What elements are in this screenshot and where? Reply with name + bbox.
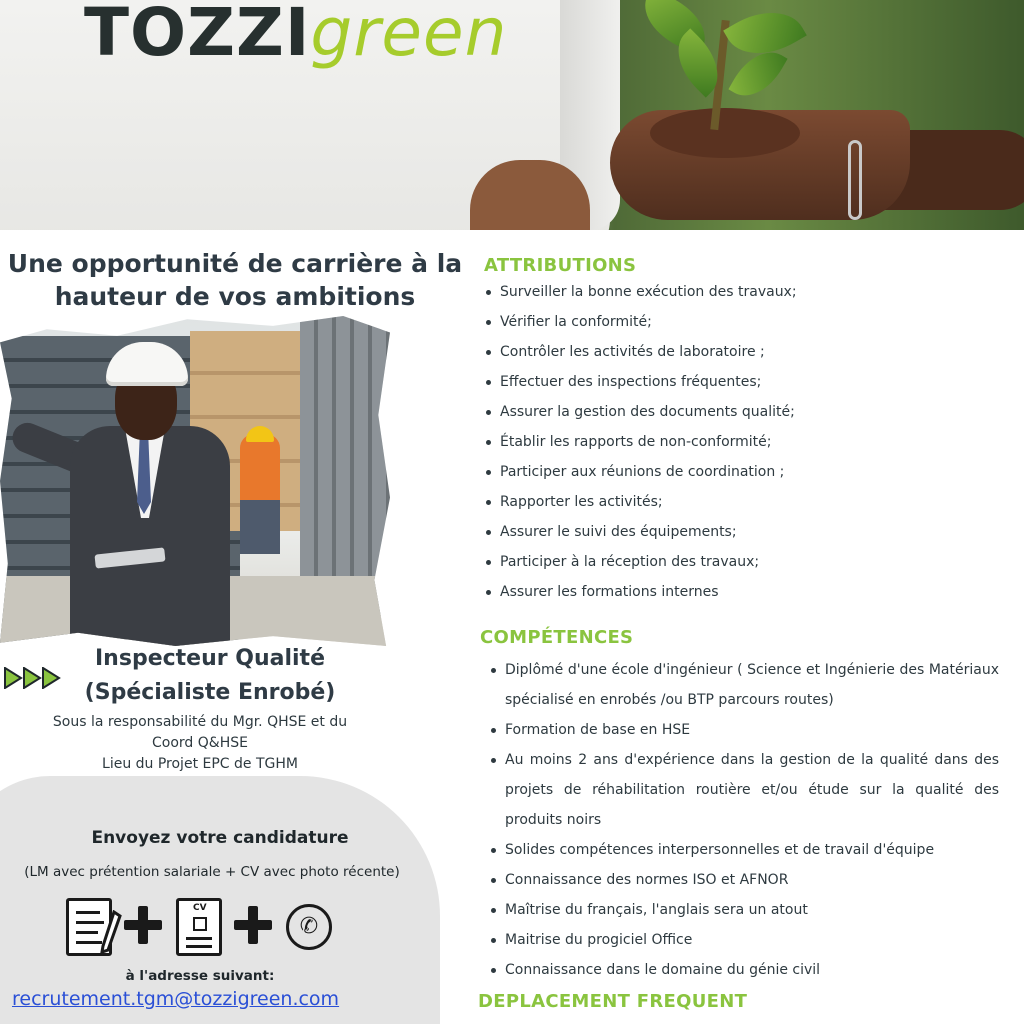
list-item: Assurer la gestion des documents qualité; xyxy=(484,399,1004,429)
list-item: Effectuer des inspections fréquentes; xyxy=(484,369,1004,399)
list-item: Assurer le suivi des équipements; xyxy=(484,519,1004,549)
attributions-title: ATTRIBUTIONS xyxy=(484,255,637,276)
job-title-line1: Inspecteur Qualité xyxy=(95,646,325,671)
bracelet xyxy=(848,140,862,220)
list-item: Établir les rapports de non-conformité; xyxy=(484,429,1004,459)
list-item: Connaissance dans le domaine du génie civil xyxy=(489,955,999,985)
phone-icon: ✆ xyxy=(286,904,332,950)
list-item: Maîtrise du français, l'anglais sera un atout xyxy=(489,895,999,925)
brand-part-tozzi: TOZZI xyxy=(84,0,311,71)
list-item: Solides compétences interpersonnelles et de travail d'équipe xyxy=(489,835,999,865)
competences-list xyxy=(489,655,999,985)
plus-icon xyxy=(122,904,164,946)
hero-banner-image xyxy=(0,0,1024,230)
soil xyxy=(650,108,800,158)
application-title: Envoyez votre candidature xyxy=(91,828,349,848)
application-icons xyxy=(62,896,342,958)
list-item: Contrôler les activités de laboratoire ; xyxy=(484,339,1004,369)
job-detail-line: Sous la responsabilité du Mgr. QHSE et du xyxy=(52,714,348,730)
brand-part-green: green xyxy=(310,0,508,71)
cv-document-icon: CV xyxy=(176,898,222,956)
plus-icon xyxy=(232,904,274,946)
list-item: Au moins 2 ans d'expérience dans la gestion de la qualité dans des projets de réhabilitation routière et/ou étude sur la qualité des produits noirs xyxy=(489,745,999,835)
competences-title: COMPÉTENCES xyxy=(480,627,634,648)
list-item: Surveiller la bonne exécution des travaux; xyxy=(484,279,1004,309)
list-item: Diplômé d'une école d'ingénieur ( Science et Ingénierie des Matériaux spécialisé en enrobés /ou BTP parcours routes) xyxy=(489,655,999,715)
attributions-list xyxy=(484,279,1004,609)
job-title xyxy=(40,642,380,710)
list-item: Formation de base en HSE xyxy=(489,715,999,745)
list-item: Vérifier la conformité; xyxy=(484,309,1004,339)
job-details xyxy=(0,712,400,775)
list-item: Participer à la réception des travaux; xyxy=(484,549,1004,579)
job-detail-line: Lieu du Projet EPC de TGHM xyxy=(102,756,298,772)
list-item: Connaissance des normes ISO et AFNOR xyxy=(489,865,999,895)
headline: Une opportunité de carrière à la hauteur de vos ambitions xyxy=(7,249,463,311)
inspector-photo xyxy=(0,316,390,646)
list-item: Participer aux réunions de coordination ; xyxy=(484,459,1004,489)
list-item: Rapporter les activités; xyxy=(484,489,1004,519)
travel-title: DEPLACEMENT FREQUENT xyxy=(478,991,748,1012)
application-note: (LM avec prétention salariale + CV avec photo récente) xyxy=(24,864,400,880)
job-title-line2: (Spécialiste Enrobé) xyxy=(84,680,336,705)
address-label: à l'adresse suivant: xyxy=(125,968,275,984)
email-link[interactable]: recrutement.tgm@tozzigreen.com xyxy=(12,988,340,1010)
list-item: Maitrise du progiciel Office xyxy=(489,925,999,955)
job-detail-line: Coord Q&HSE xyxy=(152,735,248,751)
worker-figure xyxy=(240,434,280,554)
pen-icon xyxy=(100,910,122,954)
brand-logo xyxy=(84,0,508,71)
list-item: Assurer les formations internes xyxy=(484,579,1004,609)
